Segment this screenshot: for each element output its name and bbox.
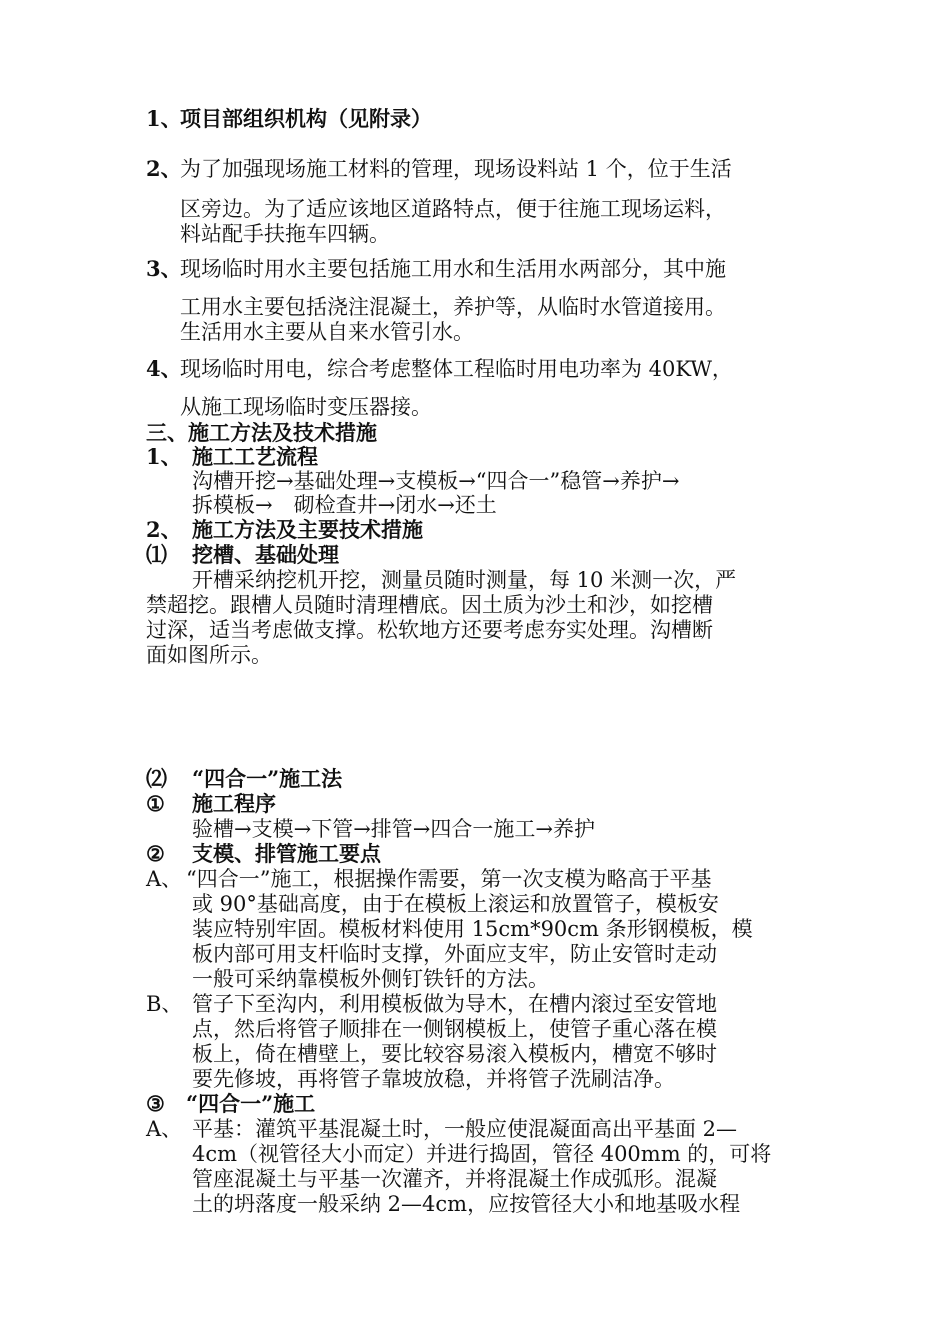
item-2-line-1: 为了加强现场施工材料的管理，现场设料站 1 个，位于生活 xyxy=(180,157,732,181)
subsection-1-number: 1、 xyxy=(146,444,182,469)
part-2-number: ⑵ xyxy=(146,766,167,791)
point-a2-label: A、 xyxy=(146,1117,183,1141)
point-a-line-3: 装应特别牢固。模板材料使用 15cm*90cm 条形钢模板，模 xyxy=(192,917,753,941)
point-a2-line-1: 平基：灌筑平基混凝土时，一般应使混凝面高出平基面 2— xyxy=(192,1117,738,1141)
part-1-title: 挖槽、基础处理 xyxy=(192,542,339,567)
step-1-number: ① xyxy=(146,791,165,816)
step-3-title: “四合一”施工 xyxy=(186,1091,316,1116)
part-1-para-line-3: 过深，适当考虑做支撑。松软地方还要考虑夯实处理。沟槽断 xyxy=(146,618,713,642)
item-3-line-1: 现场临时用水主要包括施工用水和生活用水两部分，其中施 xyxy=(180,257,726,281)
point-a-line-4: 板内部可用支杆临时支撑，外面应支牢，防止安管时走动 xyxy=(192,942,717,966)
item-2-line-2: 区旁边。为了适应该地区道路特点，便于往施工现场运料， xyxy=(180,197,726,221)
process-flow-line-1: 沟槽开挖→基础处理→支模板→“四合一”稳管→养护→ xyxy=(192,469,680,493)
step-2-title: 支模、排管施工要点 xyxy=(192,841,381,866)
item-2-number: 2、 xyxy=(146,156,182,181)
item-3-number: 3、 xyxy=(146,256,182,281)
point-a-line-1: “四合一”施工，根据操作需要，第一次支模为略高于平基 xyxy=(186,867,712,891)
point-a2-line-4: 土的坍落度一般采纳 2—4cm，应按管径大小和地基吸水程 xyxy=(192,1192,741,1216)
item-3-line-2: 工用水主要包括浇注混凝土，养护等，从临时水管道接用。 xyxy=(180,295,726,319)
point-a-label: A、 xyxy=(146,867,183,891)
point-b-line-2: 点，然后将管子顺排在一侧钢模板上，使管子重心落在模 xyxy=(192,1017,717,1041)
item-4-line-2: 从施工现场临时变压器接。 xyxy=(180,395,432,419)
point-a-line-2: 或 90°基础高度，由于在模板上滚运和放置管子，模板安 xyxy=(192,892,719,916)
subsection-2-number: 2、 xyxy=(146,517,182,542)
step-1-title: 施工程序 xyxy=(192,791,276,816)
point-a2-line-2: 4cm（视管径大小而定）并进行捣固，管径 400mm 的，可将 xyxy=(192,1142,772,1166)
point-b-line-4: 要先修坡，再将管子靠坡放稳，并将管子洗刷洁净。 xyxy=(192,1067,675,1091)
subsection-1-title: 施工工艺流程 xyxy=(192,444,318,469)
item-4-number: 4、 xyxy=(146,356,182,381)
part-1-para-line-2: 禁超挖。跟槽人员随时清理槽底。因土质为沙土和沙，如挖槽 xyxy=(146,593,713,617)
item-1-number: 1、 xyxy=(146,106,182,131)
item-2-line-3: 料站配手扶拖车四辆。 xyxy=(180,222,390,246)
step-2-number: ② xyxy=(146,841,165,866)
point-b-label: B、 xyxy=(146,992,183,1016)
item-3-line-3: 生活用水主要从自来水管引水。 xyxy=(180,320,474,344)
item-1-text: 项目部组织机构（见附录） xyxy=(180,106,432,131)
part-2-title: “四合一”施工法 xyxy=(192,766,343,791)
part-1-number: ⑴ xyxy=(146,542,167,567)
section-title: 三、施工方法及技术措施 xyxy=(146,420,377,445)
process-flow-line-2: 拆模板→ 砌检查井→闭水→还土 xyxy=(192,493,497,517)
step-3-number: ③ xyxy=(146,1091,165,1116)
subsection-2-title: 施工方法及主要技术措施 xyxy=(192,517,423,542)
part-1-para-line-1: 开槽采纳挖机开挖，测量员随时测量，每 10 米测一次，严 xyxy=(192,568,737,592)
point-b-line-1: 管子下至沟内，利用模板做为导木，在槽内滚过至安管地 xyxy=(192,992,717,1016)
step-1-sequence: 验槽→支模→下管→排管→四合一施工→养护 xyxy=(192,817,595,841)
item-4-line-1: 现场临时用电，综合考虑整体工程临时用电功率为 40KW， xyxy=(180,357,733,381)
point-a-line-5: 一般可采纳靠模板外侧钉铁钎的方法。 xyxy=(192,967,549,991)
part-1-para-line-4: 面如图所示。 xyxy=(146,643,272,667)
point-a2-line-3: 管座混凝土与平基一次灌齐，并将混凝土作成弧形。混凝 xyxy=(192,1167,717,1191)
point-b-line-3: 板上，倚在槽壁上，要比较容易滚入模板内，槽宽不够时 xyxy=(192,1042,717,1066)
